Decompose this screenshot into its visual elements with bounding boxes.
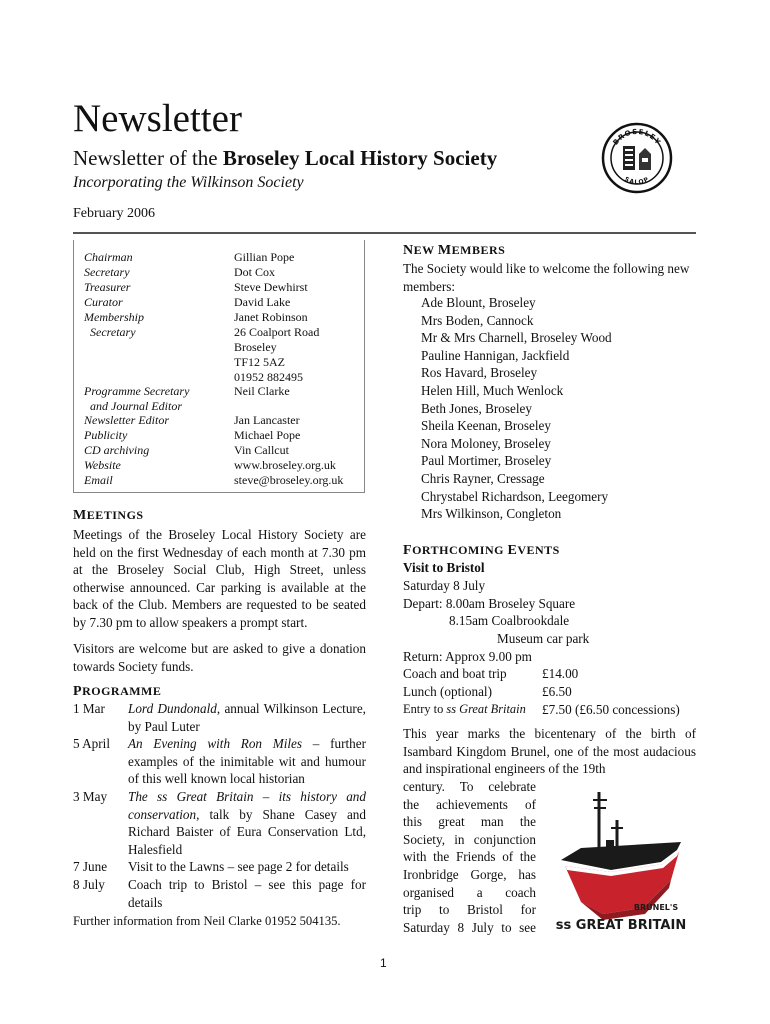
- officer-name: Michael Pope: [234, 428, 301, 442]
- programme-footer: Further information from Neil Clarke 01952 504135.: [73, 914, 341, 928]
- member-item: Helen Hill, Much Wenlock: [421, 382, 564, 398]
- new-members-list: [421, 294, 612, 523]
- programme-description: [128, 788, 366, 858]
- paragraph-line: century. To celebrate: [403, 779, 536, 794]
- brunel-paragraph-continued: [403, 778, 536, 936]
- officer-role: Secretary: [84, 265, 130, 279]
- officer-name: TF12 5AZ: [234, 355, 285, 369]
- ss-great-britain-logo: [551, 790, 691, 935]
- programme-title: An Evening with Ron Miles: [128, 736, 303, 751]
- programme-detail: talk by Shane Casey and Richard Baister of Eura Conservation Ltd, Halesfield: [128, 806, 366, 857]
- officer-name: Vin Callcut: [234, 443, 289, 457]
- officer-name: David Lake: [234, 295, 291, 309]
- brunel-paragraph: This year marks the bicentenary of the birth of Isambard Kingdom Brunel, one of the most audacious and inspirational engineers of the 19th: [403, 726, 696, 777]
- member-item: Mrs Boden, Cannock: [421, 312, 534, 328]
- newsletter-title: Newsletter: [73, 97, 242, 140]
- page-number: 1: [380, 956, 387, 970]
- new-members-heading-rest: EMBERS: [451, 243, 506, 257]
- meetings-heading-initial: M: [73, 508, 87, 523]
- officer-role: Curator: [84, 295, 123, 309]
- member-item: Pauline Hannigan, Jackfield: [421, 347, 570, 363]
- events-heading-initial2: E: [507, 543, 518, 558]
- member-item: Mrs Wilkinson, Congleton: [421, 506, 562, 522]
- issue-date: February 2006: [73, 206, 156, 221]
- paragraph-line: organised a coach: [403, 884, 536, 900]
- programme-title: The ss Great Britain – its history and conservation,: [128, 789, 366, 822]
- logo-top-text: BRUNEL'S: [633, 903, 679, 912]
- events-heading-rest: VENTS: [517, 543, 560, 557]
- officer-name: 26 Coalport Road: [234, 325, 320, 339]
- visitors-paragraph: Visitors are welcome but are asked to give a donation towards Society funds.: [73, 641, 366, 674]
- new-members-heading: [403, 243, 505, 259]
- officer-name: www.broseley.org.uk: [234, 458, 336, 472]
- event-depart: Depart: 8.00am Broseley Square: [403, 596, 576, 611]
- member-item: Chris Rayner, Cressage: [421, 470, 545, 486]
- member-item: Chrystabel Richardson, Leegomery: [421, 488, 609, 504]
- programme-date: 7 June: [73, 859, 108, 874]
- officers-box: [73, 240, 365, 493]
- new-members-heading-initial: N: [403, 243, 414, 258]
- officer-name: Dot Cox: [234, 265, 276, 279]
- officer-name: 01952 882495: [234, 370, 303, 384]
- programme-description: [128, 735, 366, 788]
- programme-detail: , annual Wilkinson Lecture, by Paul Luter: [128, 701, 366, 734]
- event-return: Return: Approx 9.00 pm: [403, 649, 532, 664]
- member-item: Ros Havard, Broseley: [421, 365, 538, 381]
- programme-date: 3 May: [73, 789, 108, 804]
- officer-name: steve@broseley.org.uk: [234, 473, 344, 487]
- paragraph-line: with the Friends of the: [403, 849, 536, 865]
- officer-role: and Journal Editor: [90, 399, 182, 413]
- paragraph-line: Saturday 8 July to see: [403, 919, 536, 935]
- officer-role: CD archiving: [84, 443, 150, 457]
- entry-label-italic: ss Great Britain: [446, 702, 526, 716]
- member-item: Nora Moloney, Broseley: [421, 435, 551, 451]
- entry-price: £7.50 (£6.50 concessions): [542, 702, 680, 717]
- member-item: Sheila Keenan, Broseley: [421, 418, 552, 434]
- officer-name: Neil Clarke: [234, 384, 290, 398]
- event-depart-2: 8.15am Coalbrookdale: [449, 613, 570, 628]
- member-item: Ade Blount, Broseley: [421, 295, 536, 310]
- events-heading-part: ORTHCOMING: [412, 543, 508, 557]
- society-seal-icon: [601, 122, 673, 194]
- event-depart-3: Museum car park: [497, 631, 590, 646]
- logo-bottom-text: ss GREAT BRITAIN: [555, 918, 687, 933]
- meetings-heading: [73, 508, 144, 524]
- header-rule: [73, 232, 696, 234]
- paragraph-line: Ironbridge Gorge, has: [403, 866, 536, 882]
- programme-detail: – further examples of the inimitable wit and humour of this well known local historian: [128, 736, 366, 787]
- coach-label: Coach and boat trip: [403, 666, 507, 681]
- officer-role: Publicity: [84, 428, 128, 442]
- officer-name: Steve Dewhirst: [234, 280, 308, 294]
- programme-date: 8 July: [73, 877, 105, 892]
- coach-price: £14.00: [542, 666, 579, 681]
- event-title: Visit to Bristol: [403, 560, 485, 575]
- programme-heading-initial: P: [73, 684, 83, 699]
- meetings-heading-rest: EETINGS: [86, 508, 144, 522]
- new-members-intro: The Society would like to welcome the following new members:: [403, 261, 690, 294]
- officer-name: Jan Lancaster: [234, 413, 300, 427]
- officer-role: Chairman: [84, 250, 133, 264]
- officer-role: Treasurer: [84, 280, 131, 294]
- programme-date: 5 April: [73, 736, 110, 751]
- member-item: Paul Mortimer, Broseley: [421, 453, 552, 469]
- officer-name: Gillian Pope: [234, 250, 295, 264]
- officer-role: Secretary: [90, 325, 136, 339]
- officer-role: Newsletter Editor: [84, 413, 169, 427]
- incorporating-line: Incorporating the Wilkinson Society: [73, 174, 304, 191]
- paragraph-line: this great man the: [403, 814, 536, 830]
- officer-role: Website: [84, 458, 121, 472]
- new-members-heading-part: EW: [413, 243, 438, 257]
- meetings-paragraph: Meetings of the Broseley Local History Society are held on the first Wednesday of each month at 7.30 pm at the Broseley Social Club, High Street, unless otherwise announced. Car parking is available at the back of the Club. Members are requested to be seated by 7.30 pm to allow speakers a prompt start.: [73, 527, 366, 630]
- entry-label: [403, 701, 526, 719]
- event-date: Saturday 8 July: [403, 578, 486, 593]
- programme-heading: [73, 684, 161, 700]
- new-members-heading-initial2: M: [437, 243, 452, 258]
- newsletter-subtitle: [73, 144, 497, 172]
- officer-role: Programme Secretary: [84, 384, 190, 398]
- officer-name: Janet Robinson: [234, 310, 308, 324]
- seal-bottom-text: SALOP: [623, 175, 651, 187]
- entry-label-text: Entry to: [403, 702, 447, 716]
- member-item: Mr & Mrs Charnell, Broseley Wood: [421, 330, 612, 346]
- lunch-label: Lunch (optional): [403, 684, 492, 699]
- events-heading-initial: F: [403, 543, 413, 558]
- subtitle-prefix: Newsletter of the: [73, 146, 223, 170]
- programme-detail: Visit to the Lawns – see page 2 for details: [128, 859, 349, 874]
- programme-title: Lord Dundonald: [128, 701, 217, 716]
- society-name: Broseley Local History Society: [222, 146, 498, 170]
- lunch-price: £6.50: [542, 684, 572, 699]
- programme-heading-rest: ROGRAMME: [82, 684, 162, 698]
- paragraph-line: the achievements of: [403, 796, 536, 812]
- officer-role: Email: [84, 473, 113, 487]
- paragraph-line: Society, in conjunction: [403, 831, 536, 847]
- officer-name: Broseley: [234, 340, 277, 354]
- programme-detail: Coach trip to Bristol – see this page for details: [128, 877, 366, 910]
- seal-top-text: BROSELEY: [611, 127, 663, 147]
- officer-role: Membership: [84, 310, 144, 324]
- member-item: Beth Jones, Broseley: [421, 400, 532, 416]
- programme-description: [128, 700, 366, 735]
- programme-date: 1 Mar: [73, 701, 105, 716]
- events-heading: [403, 543, 560, 559]
- paragraph-line: trip to Bristol for: [403, 902, 536, 918]
